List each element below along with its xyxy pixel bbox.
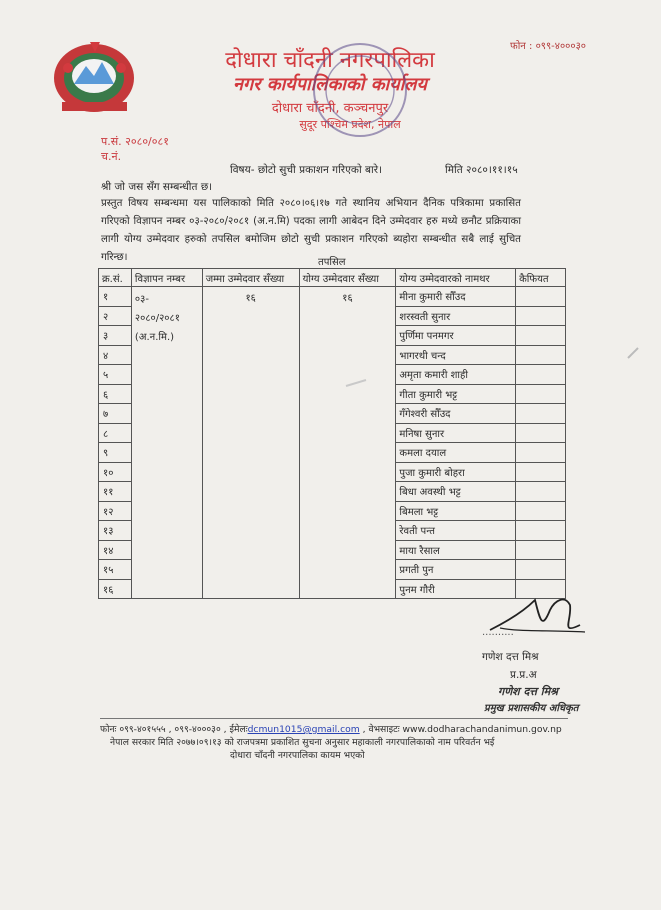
- advert-number-line: (अ.न.मि.): [134, 332, 175, 343]
- col-header-eligible: योग्य उम्मेदवार सँख्या: [299, 269, 396, 287]
- col-header-advert: विज्ञापन नम्बर: [131, 269, 202, 287]
- candidate-name: पुनम गौरी: [396, 579, 516, 599]
- candidate-name: पुर्णिमा पनमगर: [396, 326, 516, 346]
- advert-number-line: २०८०/२०८१: [134, 313, 180, 324]
- address-line-2: सुदूर पश्चिम प्रदेश, नेपाल: [299, 118, 401, 131]
- candidate-name: शरस्वती सुनार: [396, 306, 516, 326]
- subject-line: विषय- छोटो सुची प्रकाशन गरिएको बारे।: [230, 164, 382, 176]
- col-header-total: जम्मा उम्मेदवार सँख्या: [202, 269, 299, 287]
- remarks-cell: [516, 326, 566, 346]
- stamp-signatory-name: गणेश दत्त मिश्र: [498, 685, 558, 698]
- candidate-name: गँगेश्वरी सौँउद: [396, 404, 516, 424]
- candidate-name: गीता कुमारी भट्ट: [396, 384, 516, 404]
- table-header-row: [99, 269, 566, 287]
- table-caption: तपसिल: [318, 257, 346, 268]
- advert-number-line: ०३-: [134, 294, 149, 305]
- candidate-name: पुजा कुमारी बोहरा: [396, 462, 516, 482]
- candidate-name: माया रैसाल: [396, 540, 516, 560]
- footer-contact: [100, 722, 562, 735]
- candidate-name: भागरथी चन्द: [396, 345, 516, 365]
- header-phone: फोन : ०९९-४०००३०: [510, 41, 586, 52]
- eligible-candidates-cell: १६: [299, 287, 396, 599]
- shortlist-table: [98, 268, 566, 599]
- remarks-cell: [516, 482, 566, 502]
- row-serial-number: १: [99, 287, 132, 307]
- candidate-name: रेवती पन्त: [396, 521, 516, 541]
- row-serial-number: १४: [99, 540, 132, 560]
- footer-website: , वेभसाइटः www.dodharachandanimun.gov.np: [362, 724, 562, 735]
- salutation: श्री जो जस सँग सम्बन्धीत छ।: [101, 181, 213, 193]
- table-row: [99, 287, 566, 307]
- footer-notice-line-1: नेपाल सरकार मिति २०७७।०९।१३ को राजपत्रमा प्रकाशित सुचना अनुसार महाकाली नगरपालिकाको नाम परिवर्तन भई: [110, 737, 495, 748]
- signature-dots: ..........: [482, 627, 514, 638]
- row-serial-number: १६: [99, 579, 132, 599]
- letter-body: प्रस्तुत विषय सम्बन्धमा यस पालिकाको मिति २०८०।०६।१७ गते स्थानिय अभियान दैनिक पत्रिकामा प्रकासित गरिएको विज्ञापन नम्बर ०३-२०८०/२०८१ (अ.न.मि) पदका लागी आबेदन दिने उम्मेदवार हरु मध्ये छनौट प्रक्रियाका लागी योग्य उम्मेदवार हरुको तपसिल बमोजिम छोटो सुची प्रकाशन गरिएको ब्यहोरा सम्बन्धीत सबै लाई सुचित गरिन्छ।: [101, 198, 521, 263]
- remarks-cell: [516, 404, 566, 424]
- row-serial-number: ७: [99, 404, 132, 424]
- signatory-name: गणेश दत्त मिश्र: [482, 651, 539, 663]
- nepal-emblem-logo: [52, 38, 137, 114]
- total-candidates-cell: १६: [202, 287, 299, 599]
- remarks-cell: [516, 287, 566, 307]
- remarks-cell: [516, 423, 566, 443]
- remarks-cell: [516, 384, 566, 404]
- reference-number: प.सं. २०८०/०८१: [101, 135, 169, 148]
- row-serial-number: २: [99, 306, 132, 326]
- footer-phones: फोनः ०९९-४०१५५५ , ०९९-४०००३० ,: [100, 724, 227, 735]
- footer-email-link[interactable]: dcmun1015@gmail.com: [247, 724, 360, 735]
- col-header-sn: क्र.सं.: [99, 269, 132, 287]
- remarks-cell: [516, 540, 566, 560]
- remarks-cell: [516, 345, 566, 365]
- row-serial-number: ४: [99, 345, 132, 365]
- official-stamp: [310, 40, 410, 140]
- row-serial-number: १५: [99, 560, 132, 580]
- row-serial-number: ६: [99, 384, 132, 404]
- row-serial-number: ३: [99, 326, 132, 346]
- footer-divider: [100, 718, 568, 719]
- row-serial-number: ९: [99, 443, 132, 463]
- candidate-name: बिमला भट्ट: [396, 501, 516, 521]
- candidate-name: कमला दयाल: [396, 443, 516, 463]
- paper-smudge: [626, 345, 640, 359]
- row-serial-number: १३: [99, 521, 132, 541]
- advert-number-cell: [131, 287, 202, 599]
- municipality-title: दोधारा चाँदनी नगरपालिका: [225, 48, 435, 73]
- reference-block: [101, 134, 169, 164]
- candidate-name: प्रगती पुन: [396, 560, 516, 580]
- letter-date: मिति २०८०।११।१५: [445, 164, 518, 176]
- remarks-cell: [516, 462, 566, 482]
- row-serial-number: १२: [99, 501, 132, 521]
- row-serial-number: ८: [99, 423, 132, 443]
- remarks-cell: [516, 443, 566, 463]
- signatory-title-short: प्र.प्र.अ: [510, 669, 537, 681]
- footer-notice-line-2: दोधारा चाँदनी नगरपालिका कायम भएको: [230, 750, 365, 761]
- candidate-name: अमृता कमारी शाही: [396, 365, 516, 385]
- footer-email-label: ईमेलः: [229, 724, 248, 735]
- remarks-cell: [516, 306, 566, 326]
- paper-smudge-2: [345, 373, 367, 383]
- candidate-name: मनिषा सुनार: [396, 423, 516, 443]
- remarks-cell: [516, 365, 566, 385]
- candidate-name: मीना कुमारी सौँउद: [396, 287, 516, 307]
- row-serial-number: १०: [99, 462, 132, 482]
- row-serial-number: ११: [99, 482, 132, 502]
- dispatch-number: च.नं.: [101, 150, 122, 163]
- stamp-signatory-title: प्रमुख प्रशासकीय अधिकृत: [484, 703, 579, 714]
- address-line-1: दोधारा चाँदनी, कञ्चनपुर: [271, 101, 389, 116]
- remarks-cell: [516, 521, 566, 541]
- row-serial-number: ५: [99, 365, 132, 385]
- col-header-remarks: कैफियत: [516, 269, 566, 287]
- col-header-name: योग्य उम्मेदवारको नामथर: [396, 269, 516, 287]
- office-subtitle: नगर कार्यपालिकाको कार्यालय: [233, 74, 427, 95]
- candidate-name: बिधा अवस्थी भट्ट: [396, 482, 516, 502]
- table-body: [99, 287, 566, 599]
- remarks-cell: [516, 560, 566, 580]
- remarks-cell: [516, 501, 566, 521]
